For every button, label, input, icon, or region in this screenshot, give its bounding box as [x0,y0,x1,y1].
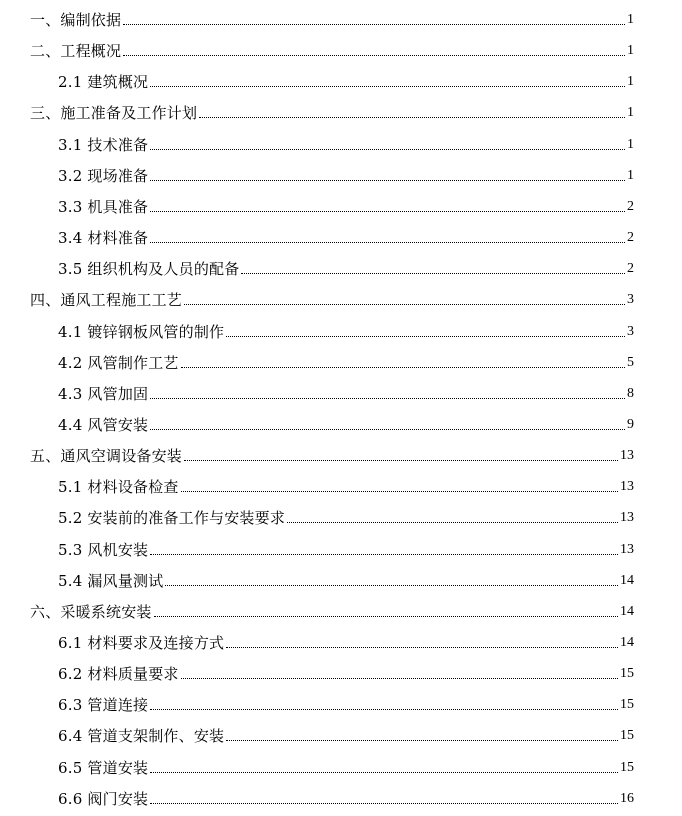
toc-dot-leader [150,179,625,181]
toc-dot-leader [165,584,618,586]
toc-dot-leader [287,521,618,523]
toc-entry[interactable] [0,381,682,403]
toc-entry[interactable] [0,7,682,29]
toc-entry[interactable] [0,443,682,465]
toc-dot-leader [123,54,625,56]
toc-entry[interactable] [0,630,682,652]
toc-entry-title: 4.2 风管制作工艺 [58,354,179,372]
toc-entry-page-number: 1 [627,43,634,58]
toc-dot-leader [150,802,618,804]
toc-entry[interactable] [0,132,682,154]
toc-entry[interactable] [0,692,682,714]
toc-dot-leader [150,85,625,87]
toc-entry-page-number: 13 [620,479,634,494]
toc-entry[interactable] [0,319,682,341]
toc-entry[interactable] [0,505,682,527]
toc-entry-title: 6.4 管道支架制作、安装 [58,727,225,745]
toc-entry-page-number: 9 [627,417,634,432]
toc-entry-title: 5.1 材料设备检查 [58,478,179,496]
toc-entry[interactable] [0,568,682,590]
toc-entry[interactable] [0,100,682,122]
toc-dot-leader [226,739,618,741]
toc-entry-page-number: 1 [627,105,634,120]
toc-entry-page-number: 14 [620,635,634,650]
toc-dot-leader [154,615,618,617]
toc-dot-leader [123,23,625,25]
toc-dot-leader [150,771,618,773]
toc-entry-title: 5.4 漏风量测试 [58,572,164,590]
toc-entry-title: 二、工程概况 [30,42,122,60]
toc-entry-title: 6.3 管道连接 [58,696,149,714]
toc-dot-leader [150,210,625,212]
toc-dot-leader [241,272,625,274]
toc-entry-page-number: 2 [627,261,634,276]
toc-entry-page-number: 15 [620,728,634,743]
toc-dot-leader [181,366,625,368]
toc-entry[interactable] [0,38,682,60]
toc-entry[interactable] [0,537,682,559]
toc-dot-leader [150,553,618,555]
toc-dot-leader [184,303,625,305]
toc-dot-leader [150,708,618,710]
toc-dot-leader [226,335,625,337]
toc-entry-title: 5.2 安装前的准备工作与安装要求 [58,509,286,527]
toc-entry[interactable] [0,474,682,496]
toc-entry-title: 六、采暖系统安装 [30,603,152,621]
toc-entry[interactable] [0,256,682,278]
toc-entry-title: 6.2 材料质量要求 [58,665,179,683]
toc-entry-page-number: 15 [620,666,634,681]
toc-entry-page-number: 16 [620,791,634,806]
toc-entry-page-number: 3 [627,292,634,307]
toc-entry-page-number: 1 [627,74,634,89]
toc-entry-title: 3.4 材料准备 [58,229,149,247]
toc-entry[interactable] [0,661,682,683]
toc-dot-leader [150,241,625,243]
toc-entry-page-number: 14 [620,604,634,619]
toc-entry[interactable] [0,786,682,808]
toc-entry-page-number: 15 [620,760,634,775]
toc-entry-page-number: 1 [627,137,634,152]
toc-entry-page-number: 5 [627,355,634,370]
toc-entry[interactable] [0,412,682,434]
toc-entry-page-number: 14 [620,573,634,588]
toc-entry[interactable] [0,163,682,185]
toc-entry-page-number: 13 [620,510,634,525]
toc-entry-title: 2.1 建筑概况 [58,73,149,91]
toc-entry-title: 4.1 镀锌钢板风管的制作 [58,323,225,341]
toc-entry-title: 三、施工准备及工作计划 [30,104,198,122]
toc-entry-page-number: 1 [627,168,634,183]
toc-entry-title: 4.3 风管加固 [58,385,149,403]
toc-entry-title: 3.1 技术准备 [58,136,149,154]
toc-entry[interactable] [0,723,682,745]
toc-entry[interactable] [0,350,682,372]
toc-entry-page-number: 13 [620,448,634,463]
toc-entry-title: 五、通风空调设备安装 [30,447,183,465]
toc-entry[interactable] [0,194,682,216]
toc-entry[interactable] [0,599,682,621]
toc-entry-page-number: 1 [627,12,634,27]
toc-entry-page-number: 13 [620,542,634,557]
toc-entry-page-number: 8 [627,386,634,401]
toc-dot-leader [184,459,618,461]
toc-dot-leader [181,490,618,492]
toc-entry[interactable] [0,225,682,247]
toc-entry[interactable] [0,755,682,777]
toc-entry-title: 6.5 管道安装 [58,759,149,777]
toc-entry-title: 6.6 阀门安装 [58,790,149,808]
toc-entry[interactable] [0,69,682,91]
toc-entry-page-number: 2 [627,199,634,214]
toc-dot-leader [226,646,618,648]
toc-entry[interactable] [0,287,682,309]
toc-dot-leader [150,148,625,150]
toc-entry-title: 一、编制依据 [30,11,122,29]
toc-entry-page-number: 2 [627,230,634,245]
toc-entry-title: 四、通风工程施工工艺 [30,291,183,309]
toc-entry-title: 3.5 组织机构及人员的配备 [58,260,240,278]
toc-dot-leader [199,116,625,118]
toc-entry-page-number: 15 [620,697,634,712]
toc-dot-leader [181,677,618,679]
toc-dot-leader [150,428,625,430]
toc-entry-title: 5.3 风机安装 [58,541,149,559]
toc-entry-title: 3.2 现场准备 [58,167,149,185]
toc-dot-leader [150,397,625,399]
toc-entry-page-number: 3 [627,324,634,339]
toc-entry-title: 3.3 机具准备 [58,198,149,216]
toc-entry-title: 4.4 风管安装 [58,416,149,434]
toc-entry-title: 6.1 材料要求及连接方式 [58,634,225,652]
